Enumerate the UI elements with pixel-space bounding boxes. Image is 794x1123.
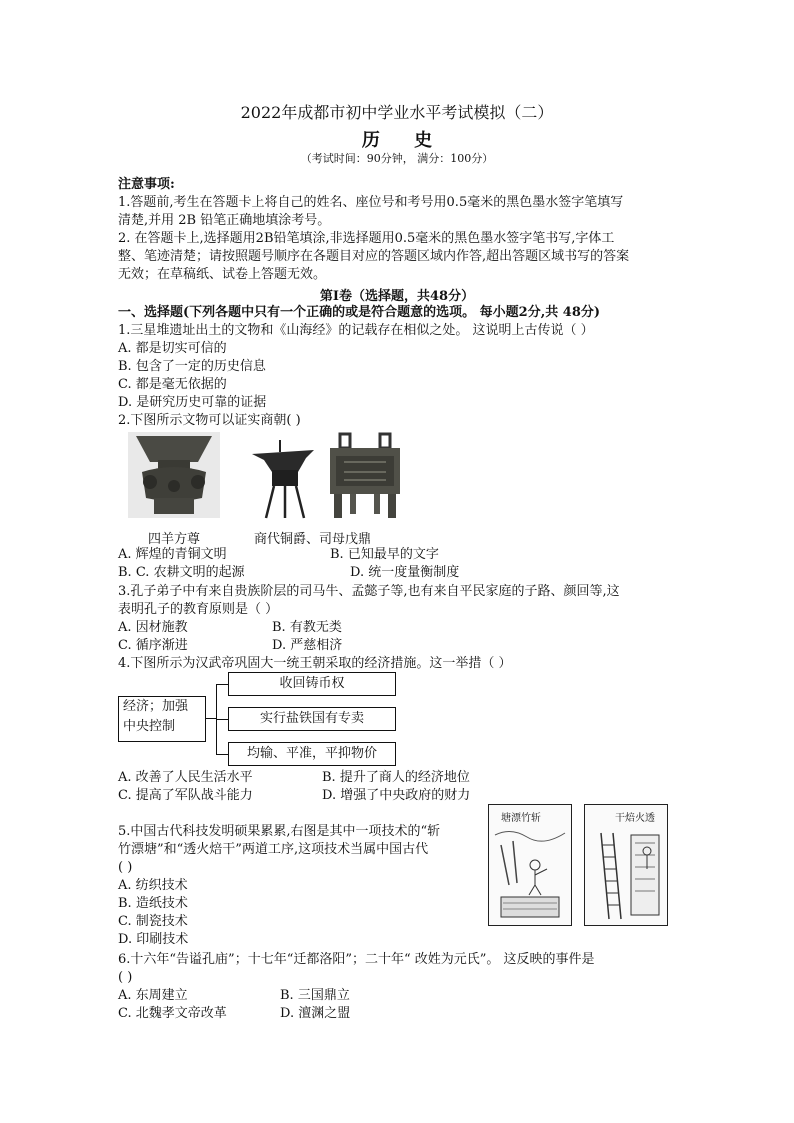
q5-stem-line-2: 竹漂塘”和“透火焙干”两道工序,这项技术当属中国古代	[118, 842, 429, 857]
q2-option-c: B. C. 农耕文明的起源	[118, 565, 245, 580]
q4-box-mint: 收回铸币权	[228, 672, 396, 696]
q4-diagram-root	[118, 696, 206, 742]
q3-option-d: D. 严慈相济	[272, 638, 343, 653]
dry-scene-drawing	[587, 825, 665, 923]
soak-scene-drawing	[491, 825, 569, 923]
q1-option-d: D. 是研究历史可靠的证据	[118, 395, 267, 410]
q2-caption-zun: 四羊方尊	[148, 532, 201, 547]
q1-option-c: C. 都是毫无依据的	[118, 377, 227, 392]
q1-option-a: A. 都是切实可信的	[118, 341, 227, 356]
bronze-jue-image	[250, 436, 322, 520]
note-2-line-1: 2. 在答题卡上,选择题用2B铅笔填涂,非选择题用0.5毫米的黑色墨水签字笔书写,字体工	[118, 231, 615, 246]
exam-title: 2022年成都市初中学业水平考试模拟（二）	[240, 103, 554, 122]
section-heading: 一、选择题(下列各题中只有一个正确的或是符合题意的选项。 每小题2分,共 48分)	[118, 305, 601, 320]
q5-stem-line-3: ( )	[118, 860, 133, 875]
q2-option-b: B. 已知最早的文字	[330, 547, 439, 562]
notes-heading: 注意事项:	[118, 177, 175, 192]
q5-stem-line-1: 5.中国古代科技发明硕果累累,右图是其中一项技术的“斩	[118, 824, 441, 839]
q6-option-a: A. 东周建立	[118, 988, 188, 1003]
q1-option-b: B. 包含了一定的历史信息	[118, 359, 266, 374]
note-1-line-1: 1.答题前,考生在答题卡上将自己的姓名、座位号和考号用0.5毫米的黑色墨水签字笔填写	[118, 195, 624, 210]
q4-box-salt-iron: 实行盐铁国有专卖	[228, 707, 396, 731]
q4-option-d: D. 增强了中央政府的财力	[322, 788, 471, 803]
q6-option-b: B. 三国鼎立	[280, 988, 350, 1003]
q3-option-b: B. 有教无类	[272, 620, 342, 635]
q3-stem-line-1: 3.孔子弟子中有来自贵族阶层的司马牛、孟懿子等,也有来自平民家庭的子路、颜回等,这	[118, 584, 620, 599]
q4-option-c: C. 提高了军队战斗能力	[118, 788, 253, 803]
four-ram-zun-image	[128, 432, 220, 518]
q1-stem: 1.三星堆遗址出土的文物和《山海经》的记载存在相似之处。 这说明上古传说（ ）	[118, 323, 594, 338]
q4-option-b: B. 提升了商人的经济地位	[322, 770, 470, 785]
q3-stem-line-2: 表明孔子的教育原则是（ ）	[118, 602, 279, 617]
pic2-title: 干焙火透	[615, 813, 655, 824]
pic1-title: 塘漂竹斩	[501, 813, 541, 824]
q5-option-b: B. 造纸技术	[118, 896, 188, 911]
note-1-line-2: 清楚,并用 2B 铅笔正确地填涂考号。	[118, 213, 331, 228]
q6-option-d: D. 澶渊之盟	[280, 1006, 351, 1021]
q4-root-line-2: 中央控制	[123, 719, 176, 734]
q3-option-a: A. 因材施教	[118, 620, 188, 635]
q6-stem-line-2: ( )	[118, 970, 133, 985]
volume-title: 第Ⅰ卷（选择题，共48分）	[319, 289, 475, 304]
q6-stem-line-1: 6.十六年“告谥孔庙”；十七年“迁都洛阳”；二十年“ 改姓为元氏”。 这反映的事件是	[118, 952, 595, 967]
q2-option-d: D. 统一度量衡制度	[350, 565, 460, 580]
q6-option-c: C. 北魏孝文帝改革	[118, 1006, 227, 1021]
simuwu-ding-image	[326, 432, 404, 520]
note-2-line-2: 整、笔迹清楚；请按照题号顺序在各题目对应的答题区域内作答,超出答题区域书写的答案	[118, 249, 630, 264]
q2-stem: 2.下图所示文物可以证实商朝( )	[118, 413, 301, 428]
q4-stem: 4.下图所示为汉武帝巩固大一统王朝采取的经济措施。这一举措（ ）	[118, 656, 512, 671]
q4-box-junshu: 均输、平准，平抑物价	[228, 742, 396, 766]
q4-root-line-1: 经济；加强	[123, 699, 189, 714]
exam-info: （考试时间：90分钟， 满分：100分）	[300, 152, 494, 165]
q5-option-c: C. 制瓷技术	[118, 914, 188, 929]
papermaking-dry-illustration	[584, 804, 668, 926]
q5-option-a: A. 纺织技术	[118, 878, 188, 893]
papermaking-soak-illustration	[488, 804, 572, 926]
q3-option-c: C. 循序渐进	[118, 638, 188, 653]
q5-option-d: D. 印刷技术	[118, 932, 189, 947]
q2-caption-jue-ding: 商代铜爵、司母戊鼎	[254, 532, 372, 547]
note-2-line-3: 无效；在草稿纸、试卷上答题无效。	[118, 267, 327, 282]
subject-title: 历 史	[361, 130, 447, 151]
q4-option-a: A. 改善了人民生活水平	[118, 770, 253, 785]
q2-option-a: A. 辉煌的青铜文明	[118, 547, 227, 562]
